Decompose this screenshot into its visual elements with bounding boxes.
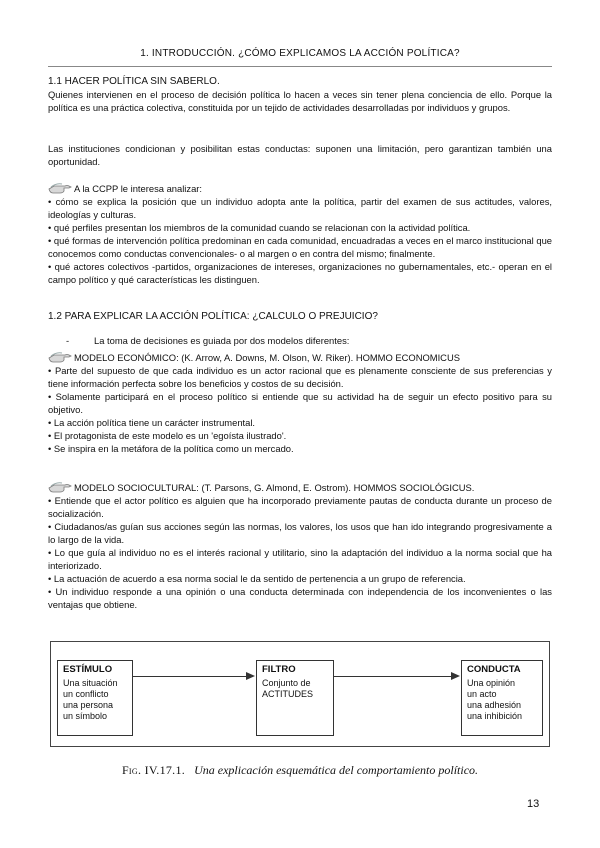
filter-line-2: ACTITUDES — [262, 689, 314, 699]
filter-box — [256, 660, 334, 736]
economic-bullet-5: • Se inspira en la metáfora de la política como un mercado. — [48, 443, 294, 454]
stimulus-line-1: Una situación — [63, 678, 118, 688]
analysis-lead — [48, 181, 552, 195]
economic-model-title: MODELO ECONÓMICO: (K. Arrow, A. Downs, M. Olson, W. Riker). HOMMO ECONOMICUS — [74, 352, 460, 363]
section-1-1-paragraph-2: Las instituciones condicionan y posibilitan estas conductas: suponen una limitación, pero garantizan también una oportunidad. — [48, 143, 552, 167]
analysis-bullet-2: • qué perfiles presentan los miembros de la comunidad cuando se relacionan con la actividad política. — [48, 222, 471, 233]
stimulus-box — [57, 660, 133, 736]
sociocultural-bullet-4: • La actuación de acuerdo a esa norma social le da sentido de pertenencia a un grupo de referencia. — [48, 573, 466, 584]
economic-model — [48, 350, 552, 455]
models-intro-text: La toma de decisiones es guiada por dos modelos diferentes: — [94, 335, 350, 346]
section-1-1 — [48, 75, 552, 114]
analysis-list — [48, 181, 552, 286]
economic-bullet-3: • La acción política tiene un carácter instrumental. — [48, 417, 256, 428]
economic-model-title-row — [48, 350, 552, 364]
behavior-diagram — [50, 641, 550, 747]
pointing-hand-icon — [48, 181, 72, 195]
section-1-2-heading: 1.2 PARA EXPLICAR LA ACCIÓN POLÍTICA: ¿CALCULO O PREJUICIO? — [48, 311, 378, 322]
filter-title: FILTRO — [262, 664, 296, 675]
sociocultural-bullet-3: • Lo que guía al individuo no es el interés racional y utilitario, sino la adaptación del individuo a la norma social que ha interiorizado. — [48, 547, 552, 571]
models-intro — [48, 334, 552, 347]
behavior-box — [461, 660, 543, 736]
sociocultural-bullet-2: • Ciudadanos/as guían sus acciones según las normas, los valores, los usos que han ido integrando progresivamente a lo largo de la vida. — [48, 521, 552, 545]
page-header: 1. INTRODUCCIÓN. ¿CÓMO EXPLICAMOS LA ACCIÓN POLÍTICA? — [140, 48, 460, 59]
dash-marker: - — [66, 335, 70, 346]
filter-line-1: Conjunto de — [262, 678, 311, 688]
arrow-filter-to-behavior — [334, 676, 458, 677]
sociocultural-model — [48, 480, 552, 611]
sociocultural-model-title: MODELO SOCIOCULTURAL: (T. Parsons, G. Almond, E. Ostrom). HOMMOS SOCIOLÓGICUS. — [74, 482, 475, 493]
arrow-stimulus-to-filter — [133, 676, 253, 677]
analysis-bullet-1: • cómo se explica la posición que un individuo adopta ante la política, partir del examen de sus actitudes, valores, ideologías y culturas. — [48, 196, 552, 220]
stimulus-line-3: una persona — [63, 700, 114, 710]
economic-bullet-2: • Solamente participará en el proceso político si entiende que su actividad ha de seguir un efecto positivo para su objetivo. — [48, 391, 552, 415]
analysis-bullet-3: • qué formas de intervención política predominan en cada comunidad, encuadradas a veces en el marco institucional que conocemos como conductas convencionales- o al margen o en contra del mismo; finalmente. — [48, 235, 552, 259]
header-rule — [48, 66, 552, 67]
sociocultural-bullet-1: • Entiende que el actor político es alguien que ha incorporado previamente pautas de conducta durante un proceso de socialización. — [48, 495, 552, 519]
behavior-line-3: una adhesión — [467, 700, 522, 710]
stimulus-title: ESTÍMULO — [63, 664, 113, 675]
pointing-hand-icon — [48, 350, 72, 364]
behavior-line-2: un acto — [467, 689, 497, 699]
analysis-lead-text: A la CCPP le interesa analizar: — [74, 183, 203, 194]
section-1-2 — [48, 310, 552, 323]
sociocultural-model-title-row — [48, 480, 552, 494]
section-1-1-paragraph-2-block — [48, 142, 552, 168]
stimulus-line-4: un símbolo — [63, 711, 108, 721]
page-number: 13 — [527, 798, 540, 810]
economic-bullet-4: • El protagonista de este modelo es un 'egoísta ilustrado'. — [48, 430, 287, 441]
figure-caption-text: Una explicación esquemática del comportamiento político. — [194, 763, 479, 777]
behavior-title: CONDUCTA — [467, 664, 521, 675]
figure-number: Fig. IV.17.1. — [121, 763, 186, 777]
sociocultural-bullet-5: • Un individuo responde a una opinión o una conducta determinada con independencia de los inconvenientes o las ventajas que obtiene. — [48, 586, 552, 610]
analysis-bullet-4: • qué actores colectivos -partidos, organizaciones de intereses, organizaciones no gubernamentales, etc.- operan en el campo político y qué características les distinguen. — [48, 261, 552, 285]
pointing-hand-icon — [48, 480, 72, 494]
behavior-line-1: Una opinión — [467, 678, 516, 688]
stimulus-line-2: un conflicto — [63, 689, 109, 699]
section-1-1-heading: 1.1 HACER POLÍTICA SIN SABERLO. — [48, 76, 220, 87]
section-1-1-paragraph-1: Quienes intervienen en el proceso de decisión política lo hacen a veces sin tener plena conciencia de ello. Porque la política es una práctica colectiva, constituida por un tejido de actividades desarrolladas por individuos y grupos. — [48, 89, 552, 113]
figure-caption — [48, 764, 552, 777]
models-intro-item — [48, 334, 552, 347]
economic-bullet-1: • Parte del supuesto de que cada individuo es un actor racional que es plenamente consciente de sus preferencias y tiene información perfecta sobre los beneficios y costos de su decisión. — [48, 365, 552, 389]
behavior-line-4: una inhibición — [467, 711, 523, 721]
